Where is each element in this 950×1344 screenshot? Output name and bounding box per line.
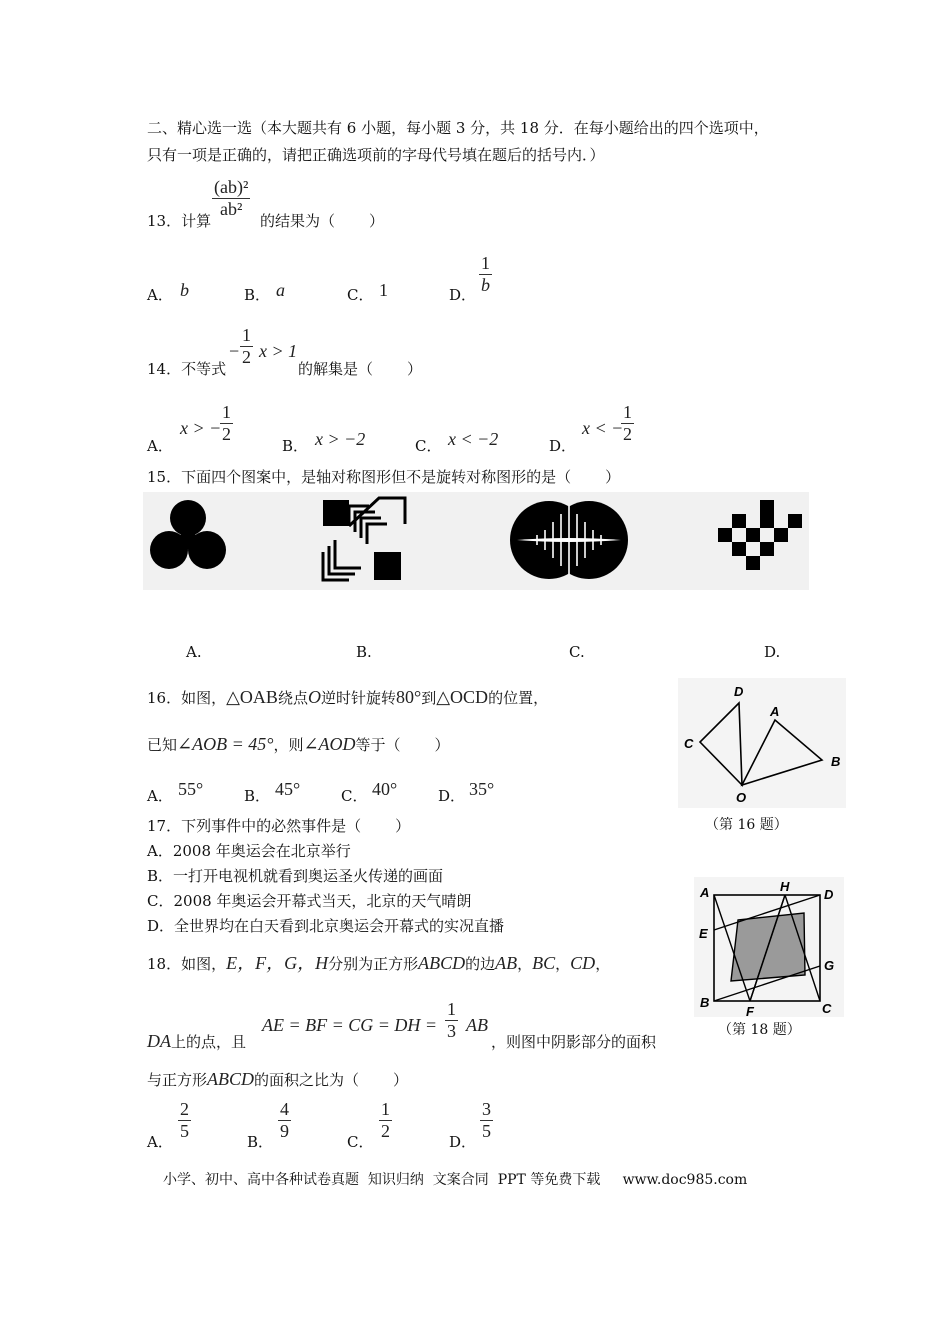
q16-caption: （第 16 题） [705, 817, 788, 833]
q16-line2 [147, 733, 450, 756]
q18-eq-fraction [445, 1000, 458, 1041]
q15-close: ） [605, 468, 621, 486]
q13-option-b-value: a [276, 280, 285, 300]
q14-option-d-num: 1 [623, 402, 632, 422]
q13-suffix: 的结果为（ [260, 212, 336, 230]
q13-option-d-den: b [481, 274, 490, 295]
q14-expr-rest: x > 1 [259, 341, 298, 361]
q16-close: ） [434, 736, 450, 754]
q14-option-b-value: x > −2 [315, 429, 366, 449]
q14-option-b-label: B． [282, 437, 309, 455]
q18-label-e: E [699, 926, 708, 941]
q15-label-b: B. [356, 643, 372, 661]
q14-option-a-den: 2 [222, 423, 231, 444]
q18-option-c-num: 1 [381, 1099, 390, 1119]
q17-close: ） [395, 817, 411, 835]
q18-line3 [147, 1068, 408, 1091]
q13-frac-den: ab² [219, 198, 243, 219]
q16-text1: 绕点 [277, 689, 308, 707]
q16-option-b-value: 45° [275, 779, 301, 799]
q16-angle: 80° [395, 687, 422, 707]
q18-option-c-label: C． [347, 1133, 374, 1151]
q18-side-ab: AB [495, 953, 518, 973]
q17-option-b: B．一打开电视机就看到奥运圣火传递的画面 [147, 867, 444, 885]
q15-label-d: D. [764, 643, 781, 661]
q16-label-a: A [770, 704, 780, 719]
q18-comma1: ， [517, 955, 533, 973]
q18-caption: （第 18 题） [718, 1022, 801, 1038]
q17-option-c: C．2008 年奥运会开幕式当天，北京的天气晴朗 [147, 892, 472, 910]
q14-option-d-fraction [621, 403, 634, 444]
q14-option-a-num: 1 [222, 402, 231, 422]
q16-label-b: B [831, 754, 841, 769]
q18-eq-den: 3 [447, 1020, 456, 1041]
q16-point-o: O [307, 687, 321, 707]
q13-stem [260, 212, 384, 231]
q18-comma3: ， [595, 955, 611, 973]
q18-label-d: D [824, 887, 834, 902]
q14-option-c-value: x < −2 [448, 429, 499, 449]
q13-option-b-label: B． [244, 286, 271, 304]
q15-stem-text: 15．下面四个图案中，是轴对称图形但不是旋转对称图形的是（ [147, 468, 572, 486]
q18-option-a-label: A． [147, 1133, 173, 1151]
q18-option-b-den: 9 [280, 1120, 289, 1141]
q14-stem [298, 360, 422, 379]
q16-option-c-value: 40° [372, 779, 398, 799]
q15-figures [143, 492, 809, 590]
q13-prefix: 13．计算 [147, 212, 212, 230]
q14-expr-den: 2 [242, 346, 251, 367]
q18-square: ABCD [418, 953, 466, 973]
q14-expr-fraction [240, 326, 253, 367]
q18-label-c: C [822, 1001, 832, 1016]
q18-side-da: DA [147, 1031, 171, 1051]
q13-option-d-fraction [479, 254, 492, 295]
q18-text2: 的边 [465, 955, 496, 973]
q14-option-a-pre: x > − [180, 418, 222, 438]
q18-option-b-label: B． [247, 1133, 274, 1151]
q18-close: ） [393, 1071, 409, 1089]
q16-text3: 到 [421, 689, 437, 707]
q18-option-a-fraction [178, 1100, 191, 1141]
q16-line2-prefix: 已知 [147, 736, 178, 754]
q13-fraction [212, 178, 250, 219]
q14-suffix: 的解集是（ [298, 360, 374, 378]
q18-line2-tail: ，则图中阴影部分的面积 [491, 1033, 657, 1051]
q16-figure [678, 678, 846, 808]
q17-stem [147, 817, 410, 836]
q16-option-c-label: C． [341, 787, 368, 805]
q18-comma2: ， [555, 955, 571, 973]
q13-option-d-num: 1 [481, 253, 490, 273]
q14-expr-sign: − [229, 341, 240, 361]
q15-figure-c [510, 501, 628, 579]
page-footer: 小学、初中、高中各种试卷真题 知识归纳 文案合同 PPT 等免费下载 www.doc985.com [163, 1172, 748, 1188]
q13-close: ） [369, 212, 385, 230]
q14-option-d-pre: x < − [582, 418, 624, 438]
q18-option-d-label: D． [449, 1133, 477, 1151]
section-heading-line2: 只有一项是正确的，请把正确选项前的字母代号填在题后的括号内．） [147, 146, 605, 164]
q18-option-d-den: 5 [482, 1120, 491, 1141]
q18-label-f: F [746, 1004, 754, 1017]
q18-line2 [147, 1030, 246, 1053]
q18-line3-text: 的面积之比为（ [254, 1071, 360, 1089]
q18-eq-right: AB [466, 1015, 488, 1035]
q18-eq-left: AE = BF = CG = DH = [262, 1015, 438, 1035]
section-heading-line1: 二、精心选一选（本大题共有 6 小题，每小题 3 分，共 18 分．在每小题给出的四个选项中， [147, 119, 769, 137]
q16-option-a-value: 55° [178, 779, 204, 799]
q16-triangle-oab: △OAB [226, 687, 278, 707]
q14-option-a-label: A． [147, 437, 173, 455]
q18-option-a-den: 5 [180, 1120, 189, 1141]
q16-text5: ，则 [273, 736, 304, 754]
q15-stem [147, 468, 620, 487]
q18-prefix: 18．如图， [147, 955, 227, 973]
q18-side-cd: CD [570, 953, 596, 973]
q13-option-a-label: A． [147, 286, 173, 304]
q18-points: E，F，G，H [226, 953, 329, 973]
q14-option-d-den: 2 [623, 423, 632, 444]
q13-option-c-value: 1 [379, 280, 388, 300]
q16-label-o: O [736, 790, 747, 805]
q18-option-c-den: 2 [381, 1120, 390, 1141]
q18-label-b: B [700, 995, 710, 1010]
q16-text4: 的位置， [488, 689, 549, 707]
q18-text1: 分别为正方形 [328, 955, 419, 973]
q17-stem-text: 17．下列事件中的必然事件是（ [147, 817, 362, 835]
q16-option-b-label: B． [244, 787, 271, 805]
q16-label-d: D [734, 684, 744, 699]
q18-line3-square: ABCD [207, 1069, 255, 1089]
q18-label-g: G [824, 958, 835, 973]
q18-label-a: A [700, 885, 710, 900]
q16-prefix: 16．如图， [147, 689, 227, 707]
q16-option-a-label: A． [147, 787, 173, 805]
q18-figure [694, 877, 844, 1017]
q17-option-a: A．2008 年奥运会在北京举行 [147, 842, 351, 860]
q13-frac-num: (ab)² [214, 177, 249, 197]
q18-option-c-fraction [379, 1100, 392, 1141]
q16-option-d-value: 35° [469, 779, 495, 799]
q14-expr-num: 1 [242, 325, 251, 345]
q18-option-b-fraction [278, 1100, 291, 1141]
q18-line2-text: 上的点，且 [171, 1033, 247, 1051]
q18-label-h: H [780, 879, 790, 894]
q18-line1 [147, 952, 610, 975]
q16-label-c: C [684, 736, 694, 751]
q16-triangle-ocd: △OCD [436, 687, 489, 707]
q15-label-a: A. [186, 643, 202, 661]
q17-option-d: D．全世界均在白天看到北京奥运会开幕式的实况直播 [147, 917, 505, 935]
q13-option-a-value: b [180, 280, 189, 300]
q16-given: ∠AOB = 45° [177, 734, 274, 754]
q13-option-d-label: D． [449, 286, 477, 304]
q16-text6: 等于（ [355, 736, 401, 754]
q18-option-b-num: 4 [280, 1099, 289, 1119]
q18-side-bc: BC [532, 953, 556, 973]
q15-label-c: C. [569, 643, 585, 661]
q16-line1 [147, 686, 548, 709]
q16-option-d-label: D． [438, 787, 466, 805]
q18-eq-num: 1 [447, 999, 456, 1019]
q13-option-c-label: C． [347, 286, 374, 304]
q18-option-d-fraction [480, 1100, 493, 1141]
q14-option-a-fraction [220, 403, 233, 444]
q14-prefix: 14．不等式 [147, 360, 227, 378]
q16-text2: 逆时针旋转 [320, 689, 396, 707]
q14-close: ） [407, 360, 423, 378]
q18-line3-pre: 与正方形 [147, 1071, 208, 1089]
q16-ask: ∠AOD [303, 734, 356, 754]
q14-option-d-label: D． [549, 437, 577, 455]
q14-option-c-label: C． [415, 437, 442, 455]
q18-option-a-num: 2 [180, 1099, 189, 1119]
q18-option-d-num: 3 [482, 1099, 491, 1119]
